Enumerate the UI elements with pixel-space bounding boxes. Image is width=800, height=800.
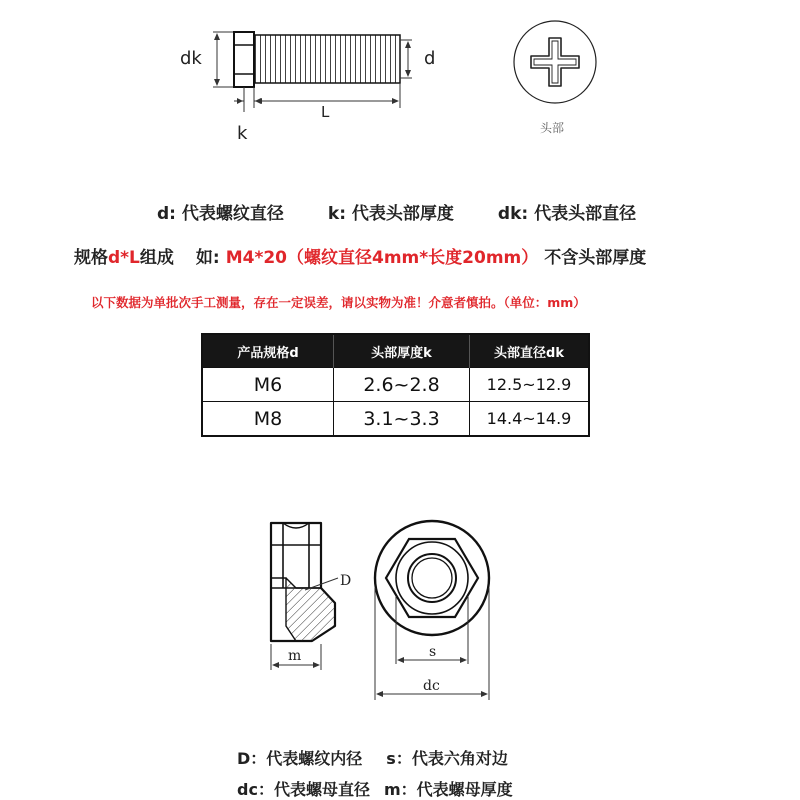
- cell-head-thickness: 3.1~3.3: [334, 402, 470, 437]
- spec-table: [201, 333, 590, 437]
- L-label: L: [321, 103, 330, 121]
- header-head-thickness: 头部厚度k: [334, 334, 470, 368]
- D-definition: D：代表螺纹内径: [237, 749, 363, 768]
- cell-head-diameter: 14.4~14.9: [470, 402, 590, 437]
- m-label: m: [288, 648, 302, 664]
- k-definition: k: 代表头部厚度: [327, 204, 454, 224]
- dk-label: dk: [180, 48, 202, 69]
- spec-format-line: [74, 243, 646, 268]
- nut-top-view: [375, 521, 489, 635]
- k-label: k: [237, 123, 248, 144]
- screw-diagram: [0, 0, 800, 150]
- spec-prefix: 规格: [74, 248, 108, 268]
- spec-formula-suffix: 组成: [139, 248, 174, 268]
- D-label: D: [340, 573, 352, 589]
- phillips-head-icon: [514, 21, 596, 103]
- dc-definition: dc：代表螺母直径: [237, 780, 370, 799]
- cell-head-diameter: 12.5~12.9: [470, 368, 590, 402]
- spec-formula: d*L: [108, 248, 140, 268]
- spec-note: 不含头部厚度: [544, 248, 647, 268]
- screw-thread: [254, 35, 400, 83]
- flange-nut-diagram: [0, 505, 800, 720]
- dc-label: dc: [423, 678, 440, 694]
- screw-head: [234, 32, 254, 87]
- cell-size: M8: [202, 402, 334, 437]
- cell-size: M6: [202, 368, 334, 402]
- header-head-diameter: 头部直径dk: [470, 334, 590, 368]
- measurement-warning: 以下数据为单批次手工测量，存在一定误差，请以实物为准！介意者慎拍。（单位：mm）: [91, 295, 586, 310]
- screw-definitions: [157, 199, 636, 224]
- m-definition: m：代表螺母厚度: [383, 780, 513, 799]
- nut-definitions-row-1: [237, 746, 508, 769]
- spec-example-label: 如:: [195, 248, 220, 268]
- nut-definitions-row-2: [237, 777, 513, 800]
- table-row: [202, 368, 589, 402]
- table-header-row: [202, 334, 589, 368]
- d-definition: d: 代表螺纹直径: [157, 204, 284, 224]
- spec-example: M4*20（螺纹直径4mm*长度20mm）: [225, 248, 539, 268]
- nut-side-view: [271, 523, 335, 641]
- header-size: 产品规格d: [202, 334, 334, 368]
- s-definition: s：代表六角对边: [386, 749, 508, 768]
- cell-head-thickness: 2.6~2.8: [334, 368, 470, 402]
- dk-definition: dk: 代表头部直径: [497, 204, 637, 224]
- head-caption: 头部: [540, 121, 565, 135]
- s-label: s: [429, 644, 437, 660]
- d-label: d: [424, 48, 436, 69]
- table-row: [202, 402, 589, 437]
